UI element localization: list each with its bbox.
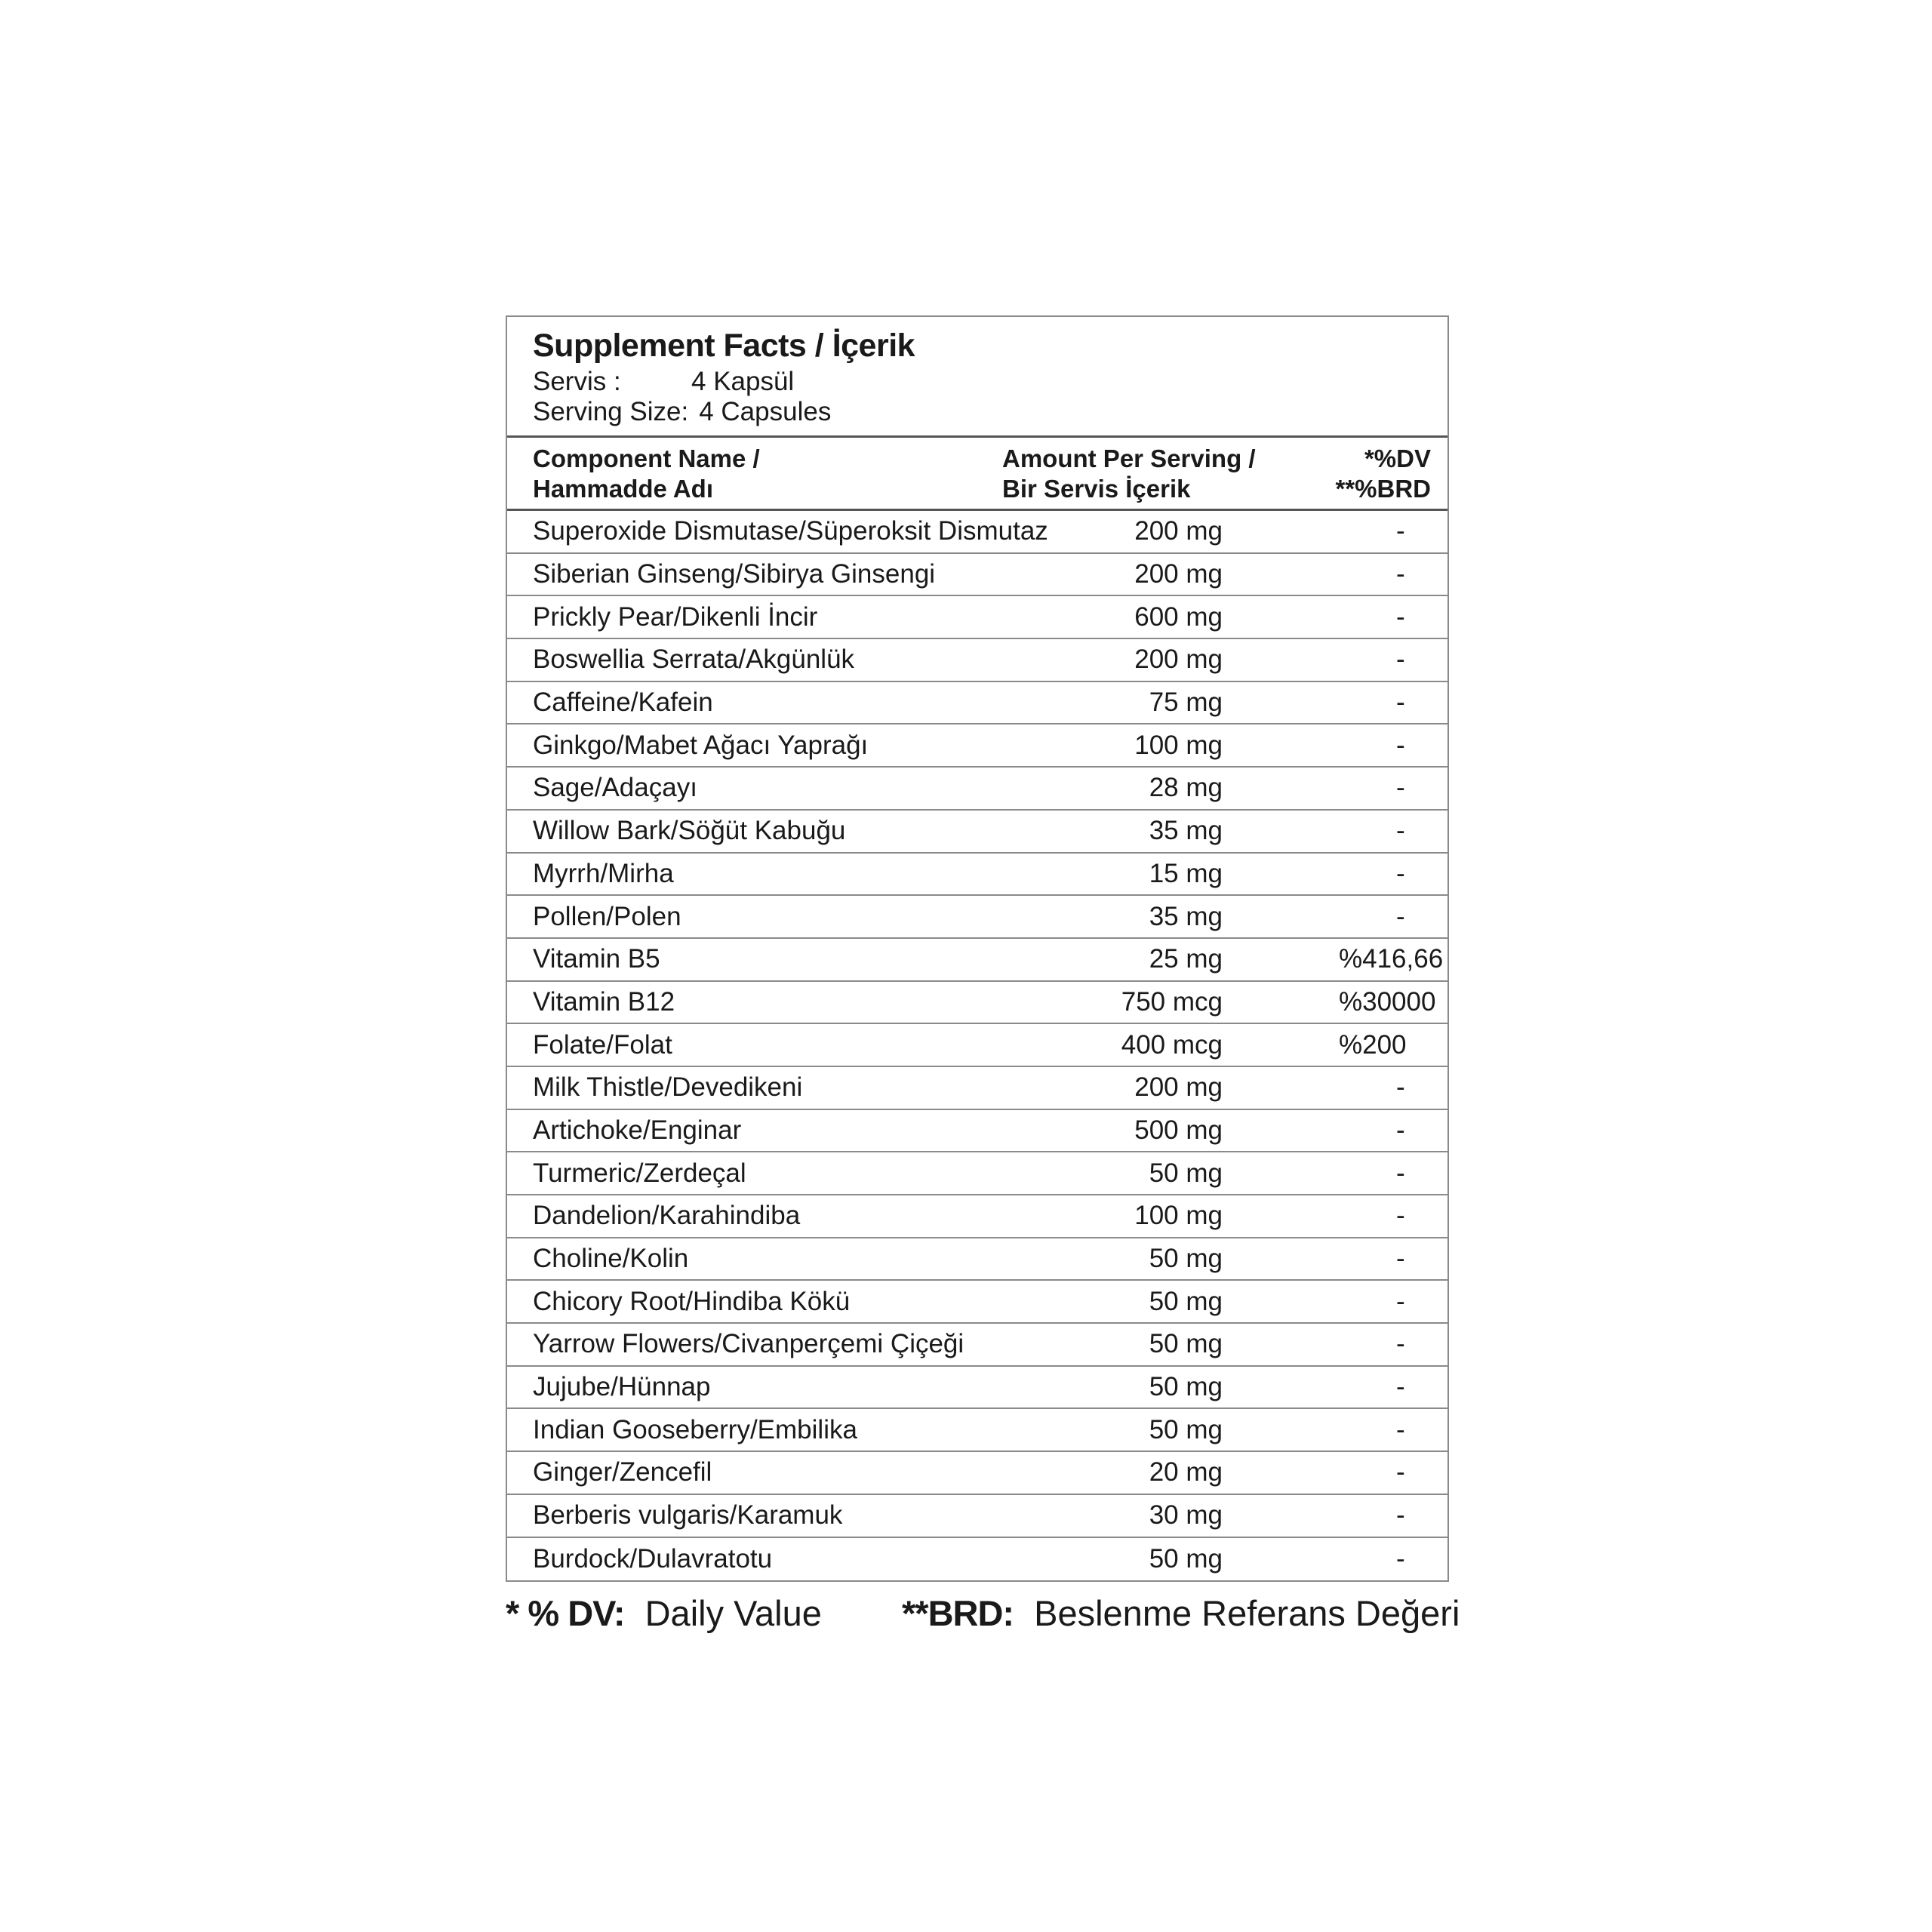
table-row	[507, 768, 1447, 811]
ingredient-name: Ginger/Zencefil	[533, 1457, 712, 1487]
ingredient-amount: 30 mg	[1149, 1500, 1223, 1531]
supplement-facts-panel	[506, 315, 1449, 1582]
panel-title: Supplement Facts / İçerik	[533, 328, 915, 364]
ingredient-amount: 15 mg	[1149, 858, 1223, 888]
ingredient-dv: %416,66	[1339, 944, 1444, 974]
ingredient-amount: 500 mg	[1134, 1115, 1223, 1145]
table-row	[507, 1238, 1447, 1281]
table-row	[507, 1495, 1447, 1538]
ingredient-dv: -	[1396, 1158, 1405, 1188]
serving-size-line	[533, 397, 1447, 427]
servis-value: 4 Kapsül	[691, 367, 795, 396]
ingredient-amount: 200 mg	[1134, 559, 1223, 589]
ingredient-dv: -	[1396, 688, 1405, 718]
ingredient-dv: -	[1396, 601, 1405, 632]
ingredient-rows	[507, 511, 1447, 1580]
table-row	[507, 554, 1447, 597]
ingredient-dv: -	[1396, 1244, 1405, 1274]
table-row	[507, 1367, 1447, 1410]
table-row	[507, 596, 1447, 639]
ingredient-amount: 400 mcg	[1121, 1029, 1223, 1060]
ingredient-dv: -	[1396, 901, 1405, 931]
ingredient-dv: -	[1396, 1457, 1405, 1487]
ingredient-amount: 200 mg	[1134, 1072, 1223, 1103]
ingredient-name: Siberian Ginseng/Sibirya Ginsengi	[533, 559, 936, 589]
ingredient-amount: 28 mg	[1149, 773, 1223, 803]
table-row	[507, 1152, 1447, 1195]
ingredient-name: Yarrow Flowers/Civanperçemi Çiçeği	[533, 1329, 964, 1359]
col-header-name: Component Name / Hammadde Adı	[533, 445, 760, 503]
ingredient-dv: -	[1396, 559, 1405, 589]
ingredient-dv: -	[1396, 816, 1405, 846]
ingredient-name: Chicory Root/Hindiba Kökü	[533, 1286, 851, 1316]
ingredient-amount: 750 mcg	[1121, 986, 1223, 1017]
ingredient-amount: 75 mg	[1149, 688, 1223, 718]
ingredient-amount: 50 mg	[1149, 1286, 1223, 1316]
ingredient-name: Myrrh/Mirha	[533, 858, 674, 888]
ingredient-name: Turmeric/Zerdeçal	[533, 1158, 746, 1188]
table-row	[507, 639, 1447, 682]
ingredient-name: Indian Gooseberry/Embilika	[533, 1414, 857, 1444]
table-row	[507, 982, 1447, 1025]
col-header-amount: Amount Per Serving / Bir Servis İçerik	[1002, 445, 1256, 503]
ingredient-name: Prickly Pear/Dikenli İncir	[533, 601, 818, 632]
serving-size-value: 4 Capsules	[699, 397, 832, 426]
table-row	[507, 724, 1447, 768]
ingredient-amount: 50 mg	[1149, 1329, 1223, 1359]
ingredient-dv: -	[1396, 516, 1405, 546]
ingredient-dv: %200	[1339, 1029, 1407, 1060]
footnote-brd-value: Beslenme Referans Değeri	[1034, 1593, 1460, 1633]
ingredient-dv: -	[1396, 773, 1405, 803]
ingredient-name: Dandelion/Karahindiba	[533, 1201, 801, 1231]
ingredient-amount: 50 mg	[1149, 1158, 1223, 1188]
ingredient-name: Ginkgo/Mabet Ağacı Yaprağı	[533, 730, 869, 760]
footnotes	[506, 1591, 1460, 1636]
table-row	[507, 682, 1447, 725]
ingredient-amount: 200 mg	[1134, 645, 1223, 675]
ingredient-name: Choline/Kolin	[533, 1244, 689, 1274]
serving-size-key: Serving Size:	[533, 397, 689, 426]
table-row	[507, 939, 1447, 982]
table-row	[507, 1538, 1447, 1581]
footnote-dv-key: * % DV:	[506, 1593, 625, 1633]
table-row	[507, 896, 1447, 939]
ingredient-name: Vitamin B12	[533, 986, 675, 1017]
table-row	[507, 854, 1447, 897]
ingredient-amount: 25 mg	[1149, 944, 1223, 974]
ingredient-dv: -	[1396, 645, 1405, 675]
servis-line	[533, 367, 1447, 397]
ingredient-name: Vitamin B5	[533, 944, 660, 974]
ingredient-amount: 35 mg	[1149, 816, 1223, 846]
table-row	[507, 1409, 1447, 1452]
ingredient-name: Jujube/Hünnap	[533, 1372, 711, 1402]
footnote-brd-key: **BRD:	[901, 1593, 1014, 1633]
ingredient-name: Sage/Adaçayı	[533, 773, 697, 803]
table-row	[507, 1324, 1447, 1367]
table-row	[507, 811, 1447, 854]
ingredient-amount: 600 mg	[1134, 601, 1223, 632]
ingredient-dv: -	[1396, 858, 1405, 888]
ingredient-dv: -	[1396, 1414, 1405, 1444]
panel-header	[507, 317, 1447, 438]
ingredient-amount: 50 mg	[1149, 1372, 1223, 1402]
footnote-dv-value: Daily Value	[645, 1593, 822, 1633]
table-row	[507, 1067, 1447, 1110]
ingredient-amount: 50 mg	[1149, 1244, 1223, 1274]
ingredient-dv: -	[1396, 1286, 1405, 1316]
col-header-dv: *%DV **%BRD	[1335, 445, 1431, 503]
ingredient-name: Milk Thistle/Devedikeni	[533, 1072, 803, 1103]
ingredient-amount: 100 mg	[1134, 730, 1223, 760]
ingredient-name: Boswellia Serrata/Akgünlük	[533, 645, 855, 675]
ingredient-dv: %30000	[1339, 986, 1436, 1017]
ingredient-amount: 50 mg	[1149, 1543, 1223, 1574]
ingredient-name: Folate/Folat	[533, 1029, 672, 1060]
table-row	[507, 1452, 1447, 1495]
ingredient-dv: -	[1396, 1543, 1405, 1574]
ingredient-amount: 200 mg	[1134, 516, 1223, 546]
ingredient-dv: -	[1396, 1372, 1405, 1402]
table-row	[507, 1024, 1447, 1067]
table-row	[507, 1195, 1447, 1238]
ingredient-name: Pollen/Polen	[533, 901, 681, 931]
servis-key: Servis :	[533, 367, 621, 396]
ingredient-dv: -	[1396, 1072, 1405, 1103]
column-headers	[507, 438, 1447, 511]
table-row	[507, 1281, 1447, 1324]
ingredient-amount: 100 mg	[1134, 1201, 1223, 1231]
ingredient-name: Willow Bark/Söğüt Kabuğu	[533, 816, 846, 846]
ingredient-dv: -	[1396, 730, 1405, 760]
ingredient-name: Caffeine/Kafein	[533, 688, 713, 718]
ingredient-dv: -	[1396, 1329, 1405, 1359]
ingredient-name: Burdock/Dulavratotu	[533, 1543, 773, 1574]
ingredient-amount: 20 mg	[1149, 1457, 1223, 1487]
table-row	[507, 1110, 1447, 1153]
ingredient-amount: 50 mg	[1149, 1414, 1223, 1444]
table-row	[507, 511, 1447, 554]
ingredient-name: Berberis vulgaris/Karamuk	[533, 1500, 843, 1531]
ingredient-dv: -	[1396, 1500, 1405, 1531]
ingredient-dv: -	[1396, 1115, 1405, 1145]
ingredient-name: Artichoke/Enginar	[533, 1115, 742, 1145]
ingredient-name: Superoxide Dismutase/Süperoksit Dismutaz	[533, 516, 1048, 546]
ingredient-amount: 35 mg	[1149, 901, 1223, 931]
ingredient-dv: -	[1396, 1201, 1405, 1231]
